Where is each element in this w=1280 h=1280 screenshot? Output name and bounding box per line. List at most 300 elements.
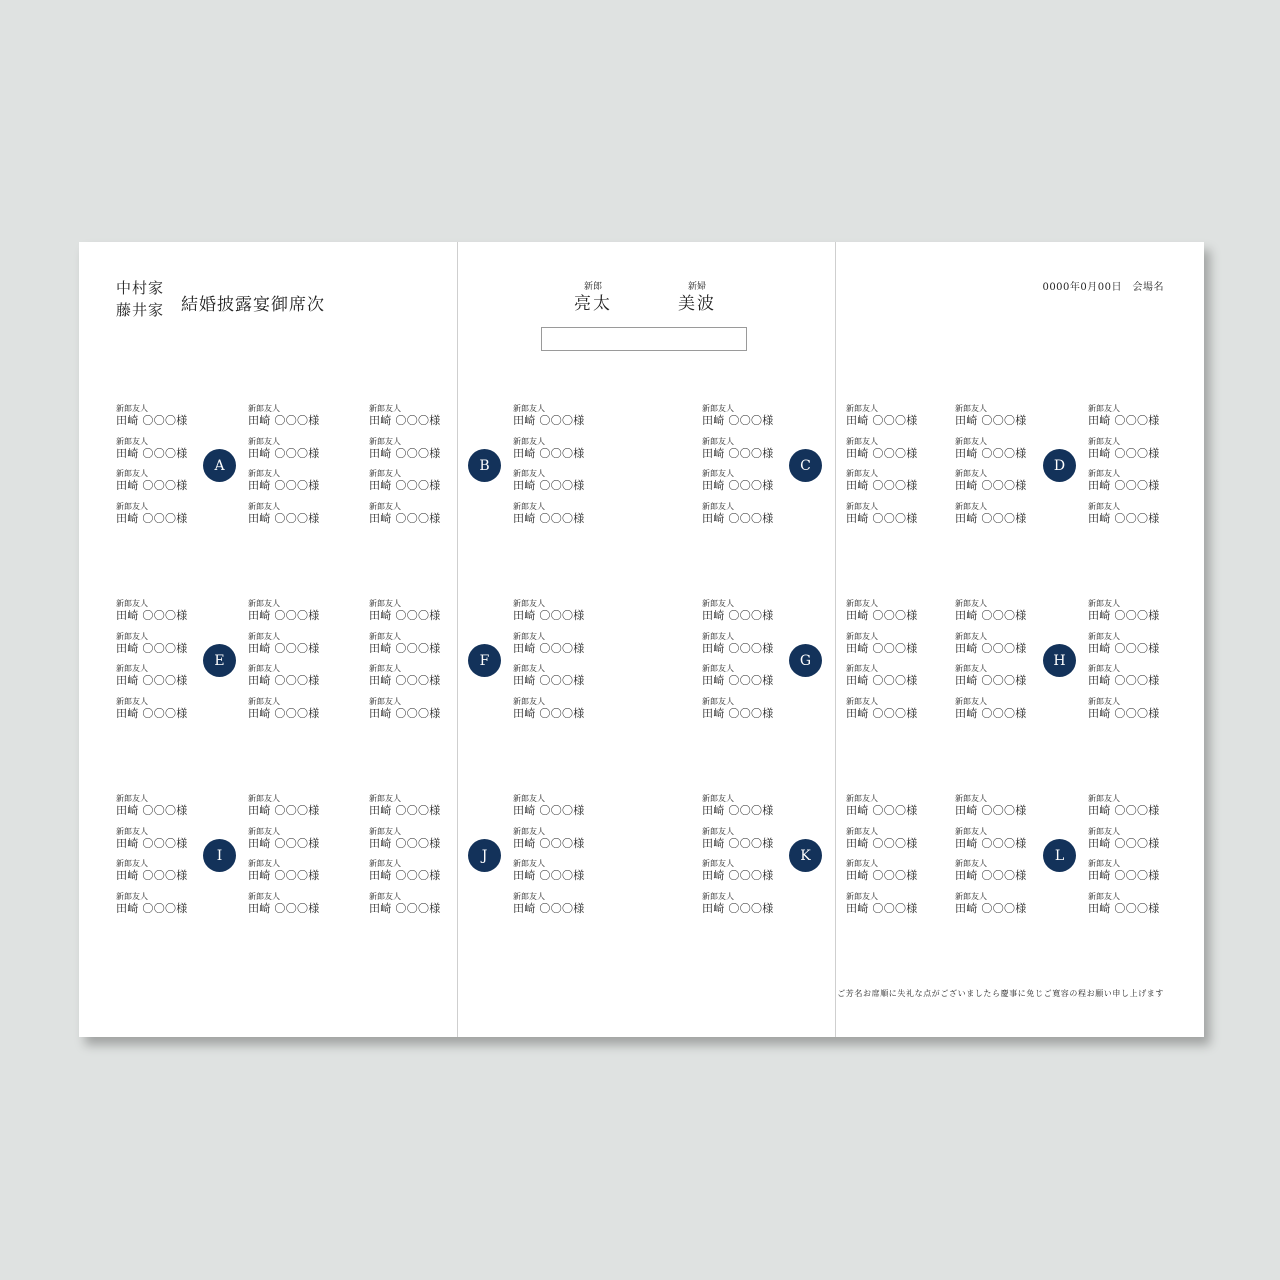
guest-entry <box>248 437 328 470</box>
table-badge-b: B <box>468 449 501 482</box>
head-table <box>541 327 747 351</box>
guest-entry <box>116 697 196 730</box>
guest-entry <box>955 697 1035 730</box>
guest-relation: 新郎友人 <box>846 696 878 706</box>
family-name-groom: 中村家 <box>116 279 165 297</box>
guest-relation: 新郎友人 <box>702 891 734 901</box>
guest-name: 田崎 〇〇〇様 <box>846 446 918 460</box>
guest-relation: 新郎友人 <box>955 469 987 479</box>
groom-block <box>553 282 633 315</box>
fold-line-left <box>457 242 458 1037</box>
guest-entry <box>1088 827 1168 860</box>
guest-name: 田崎 〇〇〇様 <box>702 414 774 427</box>
guest-relation: 新郎友人 <box>702 859 734 869</box>
guest-entry <box>846 632 926 665</box>
guest-entry <box>369 502 449 535</box>
guest-name: 田崎 〇〇〇様 <box>116 674 188 688</box>
guest-entry <box>248 859 328 892</box>
guest-relation: 新郎友人 <box>369 404 401 413</box>
guest-column <box>248 794 328 924</box>
guest-name: 田崎 〇〇〇様 <box>116 479 188 493</box>
guest-entry <box>513 827 593 860</box>
guest-entry <box>1088 469 1168 502</box>
guest-name: 田崎 〇〇〇様 <box>116 804 188 817</box>
guest-name: 田崎 〇〇〇様 <box>369 479 441 493</box>
guest-name: 田崎 〇〇〇様 <box>513 706 585 720</box>
guest-name: 田崎 〇〇〇様 <box>369 869 441 883</box>
guest-column <box>1088 404 1168 534</box>
guest-relation: 新郎友人 <box>369 469 401 479</box>
guest-name: 田崎 〇〇〇様 <box>1088 836 1160 850</box>
guest-entry <box>513 859 593 892</box>
guest-relation: 新郎友人 <box>248 794 280 803</box>
guest-relation: 新郎友人 <box>513 794 545 803</box>
guest-relation: 新郎友人 <box>846 859 878 869</box>
guest-name: 田崎 〇〇〇様 <box>369 836 441 850</box>
guest-entry <box>369 827 449 860</box>
family-names <box>116 277 164 321</box>
guest-relation: 新郎友人 <box>116 891 148 901</box>
guest-entry <box>1088 502 1168 535</box>
guest-relation: 新郎友人 <box>702 599 734 608</box>
guest-relation: 新郎友人 <box>846 501 878 511</box>
guest-entry <box>846 599 926 632</box>
guest-relation: 新郎友人 <box>116 436 148 446</box>
guest-relation: 新郎友人 <box>846 404 878 413</box>
guest-name: 田崎 〇〇〇様 <box>513 869 585 883</box>
guest-relation: 新郎友人 <box>369 826 401 836</box>
guest-column <box>955 794 1035 924</box>
guest-entry <box>513 892 593 925</box>
table-badge-c: C <box>789 449 822 482</box>
guest-relation: 新郎友人 <box>248 631 280 641</box>
guest-entry <box>955 632 1035 665</box>
guest-name: 田崎 〇〇〇様 <box>513 901 585 915</box>
guest-relation: 新郎友人 <box>846 436 878 446</box>
guest-entry <box>248 599 328 632</box>
guest-column <box>846 404 926 534</box>
guest-entry <box>702 632 782 665</box>
guest-relation: 新郎友人 <box>248 696 280 706</box>
guest-entry <box>248 697 328 730</box>
guest-entry <box>955 859 1035 892</box>
guest-name: 田崎 〇〇〇様 <box>248 641 320 655</box>
guest-name: 田崎 〇〇〇様 <box>955 479 1027 493</box>
guest-entry <box>513 469 593 502</box>
guest-name: 田崎 〇〇〇様 <box>846 674 918 688</box>
guest-column <box>248 599 328 729</box>
guest-relation: 新郎友人 <box>369 664 401 674</box>
guest-entry <box>1088 859 1168 892</box>
guest-name: 田崎 〇〇〇様 <box>1088 511 1160 525</box>
guest-relation: 新郎友人 <box>369 436 401 446</box>
guest-relation: 新郎友人 <box>513 599 545 608</box>
guest-relation: 新郎友人 <box>513 696 545 706</box>
guest-relation: 新郎友人 <box>248 826 280 836</box>
guest-name: 田崎 〇〇〇様 <box>248 479 320 493</box>
guest-entry <box>1088 599 1168 632</box>
groom-role: 新郎 <box>583 282 602 292</box>
guest-entry <box>369 599 449 632</box>
table-badge-a: A <box>203 449 236 482</box>
guest-relation: 新郎友人 <box>702 631 734 641</box>
guest-entry <box>846 664 926 697</box>
guest-name: 田崎 〇〇〇様 <box>702 901 774 915</box>
guest-entry <box>702 859 782 892</box>
guest-name: 田崎 〇〇〇様 <box>116 609 188 622</box>
guest-name: 田崎 〇〇〇様 <box>702 674 774 688</box>
guest-relation: 新郎友人 <box>955 404 987 413</box>
guest-entry <box>1088 794 1168 827</box>
bride-block <box>657 282 737 315</box>
guest-relation: 新郎友人 <box>369 794 401 803</box>
guest-relation: 新郎友人 <box>116 631 148 641</box>
guest-entry <box>846 892 926 925</box>
guest-entry <box>369 437 449 470</box>
guest-name: 田崎 〇〇〇様 <box>702 706 774 720</box>
guest-name: 田崎 〇〇〇様 <box>702 479 774 493</box>
guest-entry <box>369 404 449 437</box>
guest-entry <box>116 632 196 665</box>
guest-relation: 新郎友人 <box>1088 826 1120 836</box>
guest-name: 田崎 〇〇〇様 <box>248 446 320 460</box>
guest-relation: 新郎友人 <box>116 859 148 869</box>
guest-name: 田崎 〇〇〇様 <box>513 446 585 460</box>
guest-entry <box>513 794 593 827</box>
guest-name: 田崎 〇〇〇様 <box>116 414 188 427</box>
guest-name: 田崎 〇〇〇様 <box>369 446 441 460</box>
guest-entry <box>248 892 328 925</box>
guest-name: 田崎 〇〇〇様 <box>955 706 1027 720</box>
guest-relation: 新郎友人 <box>702 696 734 706</box>
guest-entry <box>513 664 593 697</box>
guest-column <box>116 599 196 729</box>
guest-name: 田崎 〇〇〇様 <box>513 641 585 655</box>
guest-name: 田崎 〇〇〇様 <box>513 674 585 688</box>
guest-relation: 新郎友人 <box>248 599 280 608</box>
guest-name: 田崎 〇〇〇様 <box>702 609 774 622</box>
guest-relation: 新郎友人 <box>116 664 148 674</box>
guest-name: 田崎 〇〇〇様 <box>248 804 320 817</box>
fold-line-right <box>835 242 836 1037</box>
guest-entry <box>955 437 1035 470</box>
guest-relation: 新郎友人 <box>1088 664 1120 674</box>
guest-entry <box>846 469 926 502</box>
guest-name: 田崎 〇〇〇様 <box>116 869 188 883</box>
guest-entry <box>1088 632 1168 665</box>
document-title: 結婚披露宴御席次 <box>181 295 325 315</box>
guest-name: 田崎 〇〇〇様 <box>955 446 1027 460</box>
guest-name: 田崎 〇〇〇様 <box>369 804 441 817</box>
guest-name: 田崎 〇〇〇様 <box>1088 609 1160 622</box>
guest-relation: 新郎友人 <box>513 631 545 641</box>
guest-entry <box>702 794 782 827</box>
guest-name: 田崎 〇〇〇様 <box>513 836 585 850</box>
guest-relation: 新郎友人 <box>248 664 280 674</box>
guest-relation: 新郎友人 <box>369 696 401 706</box>
guest-relation: 新郎友人 <box>1088 859 1120 869</box>
guest-entry <box>955 827 1035 860</box>
guest-entry <box>702 892 782 925</box>
table-badge-l: L <box>1043 839 1076 872</box>
guest-name: 田崎 〇〇〇様 <box>116 836 188 850</box>
guest-relation: 新郎友人 <box>955 501 987 511</box>
guest-name: 田崎 〇〇〇様 <box>1088 869 1160 883</box>
table-badge-h: H <box>1043 644 1076 677</box>
guest-name: 田崎 〇〇〇様 <box>116 446 188 460</box>
guest-column <box>702 599 782 729</box>
groom-name: 亮太 <box>574 294 612 314</box>
guest-relation: 新郎友人 <box>702 404 734 413</box>
guest-name: 田崎 〇〇〇様 <box>369 609 441 622</box>
guest-relation: 新郎友人 <box>846 631 878 641</box>
seating-chart-sheet <box>79 242 1204 1037</box>
guest-entry <box>955 664 1035 697</box>
guest-column <box>369 794 449 924</box>
guest-entry <box>513 404 593 437</box>
guest-relation: 新郎友人 <box>248 436 280 446</box>
guest-name: 田崎 〇〇〇様 <box>369 511 441 525</box>
guest-column <box>513 404 593 534</box>
guest-name: 田崎 〇〇〇様 <box>955 836 1027 850</box>
guest-entry <box>116 437 196 470</box>
guest-relation: 新郎友人 <box>955 631 987 641</box>
guest-relation: 新郎友人 <box>1088 404 1120 413</box>
guest-name: 田崎 〇〇〇様 <box>1088 641 1160 655</box>
guest-name: 田崎 〇〇〇様 <box>846 901 918 915</box>
guest-name: 田崎 〇〇〇様 <box>955 869 1027 883</box>
guest-name: 田崎 〇〇〇様 <box>248 674 320 688</box>
guest-name: 田崎 〇〇〇様 <box>955 674 1027 688</box>
guest-name: 田崎 〇〇〇様 <box>1088 674 1160 688</box>
guest-name: 田崎 〇〇〇様 <box>846 414 918 427</box>
guest-relation: 新郎友人 <box>702 664 734 674</box>
guest-name: 田崎 〇〇〇様 <box>846 641 918 655</box>
guest-name: 田崎 〇〇〇様 <box>116 706 188 720</box>
table-badge-j: J <box>468 839 501 872</box>
guest-entry <box>1088 697 1168 730</box>
guest-relation: 新郎友人 <box>846 469 878 479</box>
guest-entry <box>248 502 328 535</box>
guest-relation: 新郎友人 <box>846 599 878 608</box>
guest-column <box>248 404 328 534</box>
guest-entry <box>702 697 782 730</box>
guest-name: 田崎 〇〇〇様 <box>846 511 918 525</box>
guest-entry <box>846 502 926 535</box>
guest-name: 田崎 〇〇〇様 <box>1088 446 1160 460</box>
guest-entry <box>846 794 926 827</box>
guest-relation: 新郎友人 <box>702 436 734 446</box>
guest-relation: 新郎友人 <box>513 469 545 479</box>
guest-name: 田崎 〇〇〇様 <box>248 869 320 883</box>
table-badge-f: F <box>468 644 501 677</box>
guest-entry <box>513 599 593 632</box>
guest-relation: 新郎友人 <box>702 501 734 511</box>
guest-entry <box>702 664 782 697</box>
guest-column <box>513 599 593 729</box>
guest-name: 田崎 〇〇〇様 <box>846 804 918 817</box>
guest-entry <box>702 469 782 502</box>
guest-name: 田崎 〇〇〇様 <box>955 609 1027 622</box>
guest-entry <box>846 859 926 892</box>
guest-entry <box>702 502 782 535</box>
guest-entry <box>1088 437 1168 470</box>
guest-entry <box>1088 892 1168 925</box>
guest-name: 田崎 〇〇〇様 <box>955 804 1027 817</box>
guest-name: 田崎 〇〇〇様 <box>846 706 918 720</box>
guest-entry <box>116 404 196 437</box>
guest-name: 田崎 〇〇〇様 <box>513 609 585 622</box>
guest-relation: 新郎友人 <box>846 826 878 836</box>
guest-entry <box>513 437 593 470</box>
guest-name: 田崎 〇〇〇様 <box>955 901 1027 915</box>
guest-relation: 新郎友人 <box>1088 469 1120 479</box>
guest-name: 田崎 〇〇〇様 <box>955 511 1027 525</box>
guest-name: 田崎 〇〇〇様 <box>116 511 188 525</box>
guest-entry <box>702 404 782 437</box>
guest-name: 田崎 〇〇〇様 <box>513 479 585 493</box>
guest-relation: 新郎友人 <box>116 469 148 479</box>
guest-relation: 新郎友人 <box>248 404 280 413</box>
bride-role: 新婦 <box>687 282 706 292</box>
guest-entry <box>116 664 196 697</box>
guest-name: 田崎 〇〇〇様 <box>248 706 320 720</box>
guest-name: 田崎 〇〇〇様 <box>702 836 774 850</box>
guest-name: 田崎 〇〇〇様 <box>248 511 320 525</box>
guest-entry <box>248 632 328 665</box>
table-badge-e: E <box>203 644 236 677</box>
guest-entry <box>1088 404 1168 437</box>
guest-name: 田崎 〇〇〇様 <box>369 641 441 655</box>
guest-relation: 新郎友人 <box>248 501 280 511</box>
guest-entry <box>248 469 328 502</box>
guest-entry <box>369 859 449 892</box>
guest-entry <box>955 892 1035 925</box>
guest-name: 田崎 〇〇〇様 <box>1088 804 1160 817</box>
guest-column <box>846 794 926 924</box>
guest-relation: 新郎友人 <box>1088 794 1120 803</box>
guest-relation: 新郎友人 <box>955 891 987 901</box>
guest-relation: 新郎友人 <box>116 599 148 608</box>
guest-column <box>1088 599 1168 729</box>
guest-relation: 新郎友人 <box>1088 631 1120 641</box>
guest-entry <box>248 664 328 697</box>
guest-relation: 新郎友人 <box>1088 501 1120 511</box>
guest-relation: 新郎友人 <box>513 436 545 446</box>
guest-entry <box>702 827 782 860</box>
guest-column <box>702 794 782 924</box>
guest-entry <box>116 859 196 892</box>
guest-column <box>955 404 1035 534</box>
guest-name: 田崎 〇〇〇様 <box>116 901 188 915</box>
guest-relation: 新郎友人 <box>955 696 987 706</box>
guest-relation: 新郎友人 <box>369 891 401 901</box>
guest-entry <box>1088 664 1168 697</box>
guest-column <box>955 599 1035 729</box>
guest-entry <box>513 502 593 535</box>
guest-entry <box>702 599 782 632</box>
guest-entry <box>513 632 593 665</box>
guest-entry <box>116 469 196 502</box>
guest-relation: 新郎友人 <box>955 599 987 608</box>
guest-relation: 新郎友人 <box>513 891 545 901</box>
guest-entry <box>846 827 926 860</box>
guest-relation: 新郎友人 <box>955 794 987 803</box>
guest-relation: 新郎友人 <box>116 794 148 803</box>
guest-name: 田崎 〇〇〇様 <box>1088 901 1160 915</box>
guest-name: 田崎 〇〇〇様 <box>513 804 585 817</box>
guest-name: 田崎 〇〇〇様 <box>702 641 774 655</box>
guest-column <box>846 599 926 729</box>
guest-relation: 新郎友人 <box>369 631 401 641</box>
guest-entry <box>955 469 1035 502</box>
guest-entry <box>846 697 926 730</box>
table-badge-g: G <box>789 644 822 677</box>
closing-note: ご芳名お席順に失礼な点がございましたら慶事に免じご寛容の程お願い申し上げます <box>837 989 1164 998</box>
guest-name: 田崎 〇〇〇様 <box>955 414 1027 427</box>
guest-relation: 新郎友人 <box>116 696 148 706</box>
guest-name: 田崎 〇〇〇様 <box>846 609 918 622</box>
guest-relation: 新郎友人 <box>955 664 987 674</box>
guest-name: 田崎 〇〇〇様 <box>702 446 774 460</box>
guest-relation: 新郎友人 <box>702 826 734 836</box>
table-badge-k: K <box>789 839 822 872</box>
guest-name: 田崎 〇〇〇様 <box>116 641 188 655</box>
guest-entry <box>369 664 449 697</box>
guest-name: 田崎 〇〇〇様 <box>702 511 774 525</box>
guest-relation: 新郎友人 <box>846 664 878 674</box>
guest-column <box>116 794 196 924</box>
guest-relation: 新郎友人 <box>369 501 401 511</box>
guest-entry <box>955 599 1035 632</box>
guest-name: 田崎 〇〇〇様 <box>1088 414 1160 427</box>
guest-name: 田崎 〇〇〇様 <box>369 674 441 688</box>
guest-name: 田崎 〇〇〇様 <box>513 414 585 427</box>
guest-relation: 新郎友人 <box>248 891 280 901</box>
guest-entry <box>116 892 196 925</box>
guest-name: 田崎 〇〇〇様 <box>1088 706 1160 720</box>
guest-column <box>369 599 449 729</box>
guest-relation: 新郎友人 <box>248 859 280 869</box>
family-name-bride: 藤井家 <box>116 301 165 319</box>
guest-relation: 新郎友人 <box>116 826 148 836</box>
guest-relation: 新郎友人 <box>702 794 734 803</box>
guest-relation: 新郎友人 <box>369 859 401 869</box>
guest-relation: 新郎友人 <box>513 859 545 869</box>
guest-relation: 新郎友人 <box>248 469 280 479</box>
guest-relation: 新郎友人 <box>1088 696 1120 706</box>
guest-relation: 新郎友人 <box>955 826 987 836</box>
guest-entry <box>116 827 196 860</box>
guest-relation: 新郎友人 <box>116 404 148 413</box>
guest-column <box>702 404 782 534</box>
guest-relation: 新郎友人 <box>369 599 401 608</box>
guest-relation: 新郎友人 <box>846 891 878 901</box>
guest-entry <box>369 697 449 730</box>
guest-column <box>369 404 449 534</box>
guest-entry <box>248 404 328 437</box>
guest-column <box>1088 794 1168 924</box>
guest-relation: 新郎友人 <box>702 469 734 479</box>
guest-name: 田崎 〇〇〇様 <box>846 479 918 493</box>
guest-name: 田崎 〇〇〇様 <box>248 609 320 622</box>
guest-entry <box>116 794 196 827</box>
bride-name: 美波 <box>678 294 716 314</box>
guest-name: 田崎 〇〇〇様 <box>369 414 441 427</box>
guest-entry <box>369 632 449 665</box>
guest-column <box>116 404 196 534</box>
guest-entry <box>116 502 196 535</box>
